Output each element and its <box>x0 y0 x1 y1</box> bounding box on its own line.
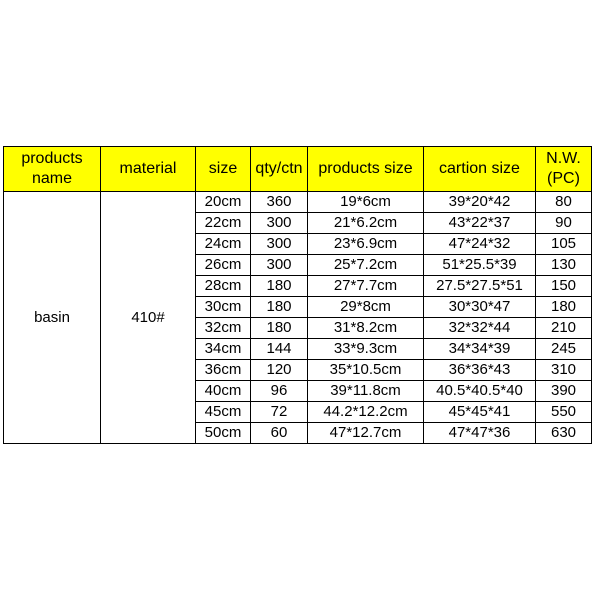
cartion-size-cell: 30*30*47 <box>424 297 536 318</box>
header-row <box>4 147 592 192</box>
qty-cell: 60 <box>251 423 308 444</box>
cartion-size-cell: 45*45*41 <box>424 402 536 423</box>
cartion-size-cell: 47*24*32 <box>424 234 536 255</box>
nw-cell: 550 <box>536 402 592 423</box>
size-cell: 20cm <box>196 192 251 213</box>
products-size-cell: 19*6cm <box>308 192 424 213</box>
product-name-cell: basin <box>4 192 101 444</box>
table-row <box>4 192 592 213</box>
header-nw-line2: (PC) <box>547 170 580 187</box>
products-size-cell: 47*12.7cm <box>308 423 424 444</box>
products-size-cell: 31*8.2cm <box>308 318 424 339</box>
cartion-size-cell: 43*22*37 <box>424 213 536 234</box>
nw-cell: 210 <box>536 318 592 339</box>
qty-cell: 180 <box>251 297 308 318</box>
cartion-size-cell: 34*34*39 <box>424 339 536 360</box>
products-size-cell: 21*6.2cm <box>308 213 424 234</box>
nw-cell: 390 <box>536 381 592 402</box>
nw-cell: 130 <box>536 255 592 276</box>
table-body <box>4 192 592 444</box>
qty-cell: 300 <box>251 234 308 255</box>
size-cell: 32cm <box>196 318 251 339</box>
qty-cell: 96 <box>251 381 308 402</box>
size-cell: 22cm <box>196 213 251 234</box>
cartion-size-cell: 39*20*42 <box>424 192 536 213</box>
products-size-cell: 35*10.5cm <box>308 360 424 381</box>
size-cell: 24cm <box>196 234 251 255</box>
nw-cell: 310 <box>536 360 592 381</box>
qty-cell: 144 <box>251 339 308 360</box>
qty-cell: 120 <box>251 360 308 381</box>
header-nw <box>536 147 592 192</box>
header-products-name <box>4 147 101 192</box>
cartion-size-cell: 51*25.5*39 <box>424 255 536 276</box>
header-size: size <box>196 147 251 192</box>
products-size-cell: 29*8cm <box>308 297 424 318</box>
header-cartion-size: cartion size <box>424 147 536 192</box>
header-products-size: products size <box>308 147 424 192</box>
header-products-name-label: products name <box>21 150 83 187</box>
header-material: material <box>101 147 196 192</box>
products-size-cell: 44.2*12.2cm <box>308 402 424 423</box>
nw-cell: 80 <box>536 192 592 213</box>
cartion-size-cell: 27.5*27.5*51 <box>424 276 536 297</box>
cartion-size-cell: 32*32*44 <box>424 318 536 339</box>
nw-cell: 245 <box>536 339 592 360</box>
nw-cell: 105 <box>536 234 592 255</box>
qty-cell: 300 <box>251 255 308 276</box>
table-header <box>4 147 592 192</box>
header-qty-ctn: qty/ctn <box>251 147 308 192</box>
qty-cell: 360 <box>251 192 308 213</box>
product-spec-table <box>3 146 592 444</box>
products-size-cell: 23*6.9cm <box>308 234 424 255</box>
size-cell: 36cm <box>196 360 251 381</box>
header-nw-line1: N.W. <box>546 150 581 167</box>
products-size-cell: 27*7.7cm <box>308 276 424 297</box>
nw-cell: 90 <box>536 213 592 234</box>
qty-cell: 72 <box>251 402 308 423</box>
size-cell: 30cm <box>196 297 251 318</box>
products-size-cell: 33*9.3cm <box>308 339 424 360</box>
size-cell: 28cm <box>196 276 251 297</box>
qty-cell: 180 <box>251 276 308 297</box>
products-size-cell: 25*7.2cm <box>308 255 424 276</box>
size-cell: 26cm <box>196 255 251 276</box>
qty-cell: 180 <box>251 318 308 339</box>
cartion-size-cell: 40.5*40.5*40 <box>424 381 536 402</box>
products-size-cell: 39*11.8cm <box>308 381 424 402</box>
size-cell: 45cm <box>196 402 251 423</box>
cartion-size-cell: 36*36*43 <box>424 360 536 381</box>
size-cell: 40cm <box>196 381 251 402</box>
qty-cell: 300 <box>251 213 308 234</box>
material-cell: 410# <box>101 192 196 444</box>
size-cell: 34cm <box>196 339 251 360</box>
nw-cell: 150 <box>536 276 592 297</box>
cartion-size-cell: 47*47*36 <box>424 423 536 444</box>
nw-cell: 180 <box>536 297 592 318</box>
size-cell: 50cm <box>196 423 251 444</box>
nw-cell: 630 <box>536 423 592 444</box>
